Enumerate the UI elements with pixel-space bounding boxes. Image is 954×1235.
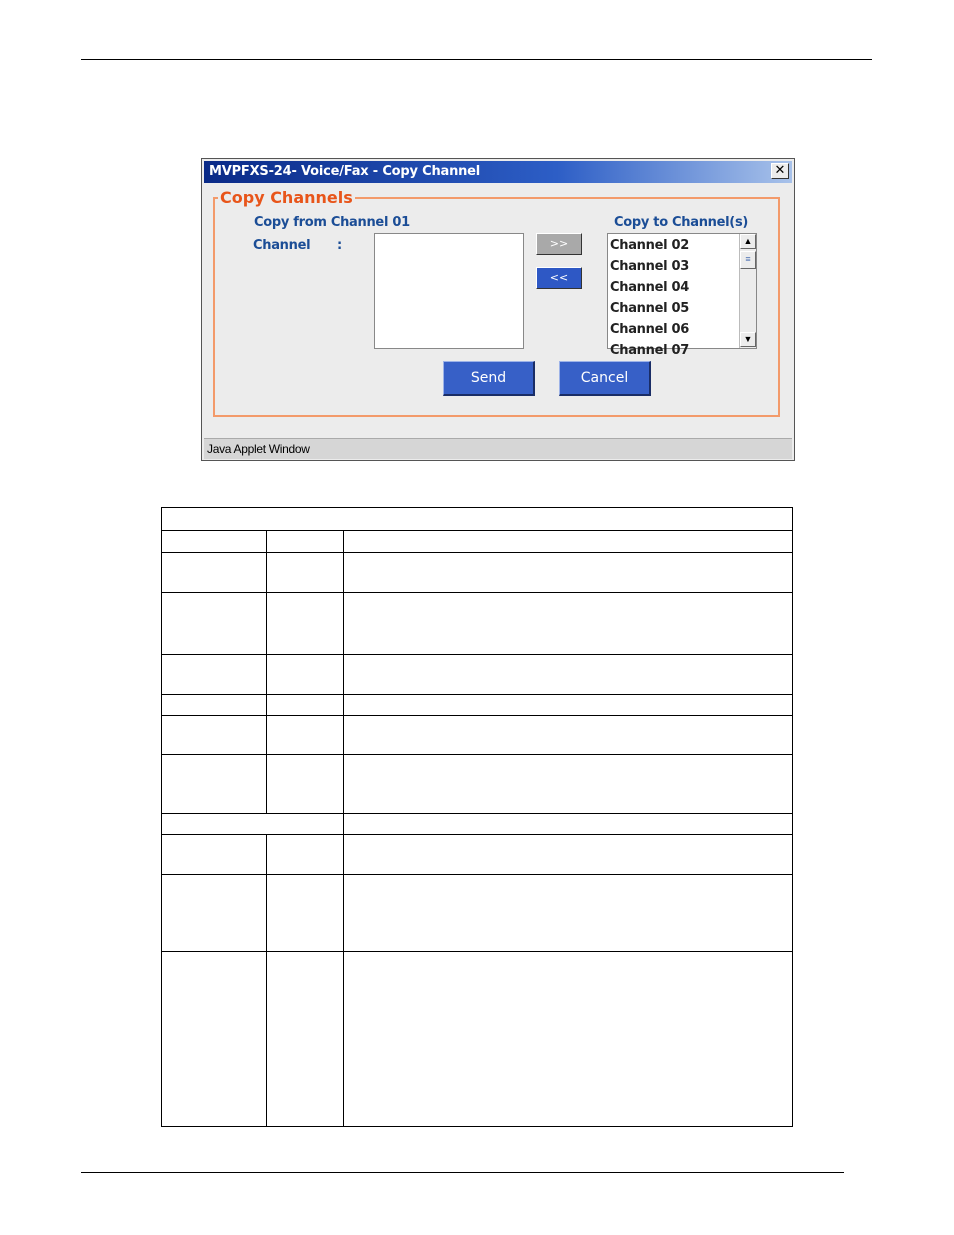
table-border-top [161,507,793,508]
list-scrollbar[interactable] [739,234,756,348]
destination-channel-list[interactable] [607,233,757,358]
table-row-line [161,754,793,755]
cancel-button[interactable]: Cancel [559,361,651,396]
add-channel-button[interactable]: >> [536,233,582,255]
window-title: MVPFXS-24- Voice/Fax - Copy Channel [209,164,481,179]
table-row-line [161,694,793,695]
list-item[interactable]: Channel 05 [610,301,689,316]
table-column-line [266,834,267,1127]
copy-to-label: Copy to Channel(s) [614,215,749,230]
status-text: Java Applet Window [207,442,310,456]
close-button[interactable] [771,163,789,179]
table-border-bottom [161,1126,793,1127]
list-item[interactable]: Channel 07 [610,343,689,358]
grip-icon: ≡ [745,254,751,264]
table-row-line [161,951,793,952]
table-border-left [161,507,162,1127]
channel-label: Channel [253,238,311,253]
send-button[interactable]: Send [443,361,535,396]
table-row-line [161,654,793,655]
title-bar[interactable] [204,161,792,183]
copy-channel-dialog [201,158,795,461]
table-row-line [161,715,793,716]
scroll-up-button[interactable] [740,234,756,249]
table-column-line [266,530,267,814]
channel-colon: : [337,238,342,253]
group-title: Copy Channels [220,188,353,207]
list-item[interactable]: Channel 03 [610,259,689,274]
close-icon: ✕ [774,163,786,178]
table-row-line [161,592,793,593]
source-channel-list[interactable] [374,233,524,349]
list-item[interactable]: Channel 02 [610,238,689,253]
scroll-down-button[interactable] [740,332,756,347]
table-row-line [161,530,793,531]
remove-channel-button[interactable]: << [536,267,582,289]
table-border-right [792,507,793,1127]
copy-from-label: Copy from Channel 01 [254,215,410,230]
arrow-up-icon: ▲ [743,236,753,246]
table-row-line [161,874,793,875]
status-bar [204,438,792,459]
header-rule [81,59,872,60]
table-row-line [161,552,793,553]
footer-rule [81,1172,844,1173]
scroll-thumb[interactable] [740,251,756,269]
parameter-table [161,507,793,1127]
table-row-line [161,834,793,835]
table-row-line [161,813,793,814]
table-column-line [343,530,344,1127]
list-item[interactable]: Channel 04 [610,280,689,295]
list-item[interactable]: Channel 06 [610,322,689,337]
arrow-down-icon: ▼ [743,334,753,344]
